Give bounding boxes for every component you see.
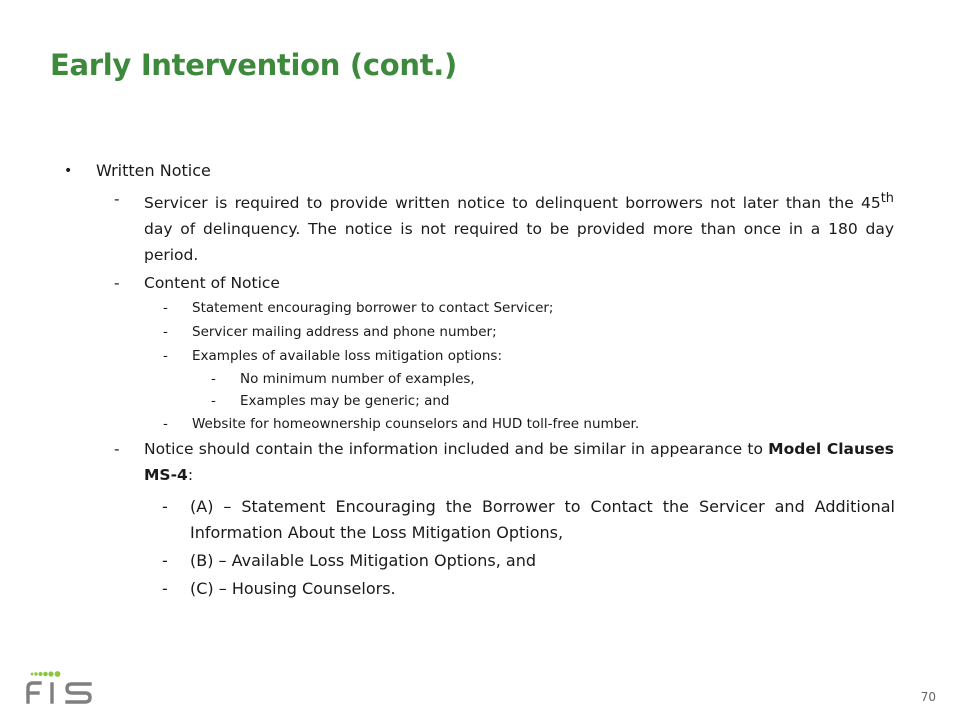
content-of-notice-heading: Content of Notice [144,274,280,293]
bullet-written-notice [60,160,900,182]
dash-marker: - [163,324,168,341]
notice-requirement-text-b: day of delinquency. The notice is not required to be provided more than once in a 180 day period. [144,220,894,265]
content-item-text: Website for homeownership counselors and HUD toll-free number. [192,416,640,433]
model-clauses-text-a: Notice should contain the information included and be similar in appearance to [144,440,769,459]
clause-text: (C) – Housing Counselors. [190,579,396,599]
dash-marker: - [114,440,120,459]
dash-marker: - [114,274,120,293]
model-clauses-reference: Model Clauses MS-4 [144,440,894,485]
content-item [163,320,892,344]
bullet-marker: • [64,163,73,179]
clause-item [162,548,895,574]
content-item-text: Statement encouraging borrower to contact Servicer; [192,300,554,317]
logo-letters [28,683,90,702]
model-clauses-item [114,436,894,488]
fis-logo [24,664,96,708]
clause-text: (A) – Statement Encouraging the Borrower to Contact the Servicer and Additional Information About the Loss Mitigation Options, [190,497,895,543]
content-of-notice-item [114,270,894,296]
ordinal-suffix: th [880,191,894,206]
content-item-text: Servicer mailing address and phone number; [192,324,497,341]
dash-marker: - [211,371,216,388]
dash-marker: - [163,300,168,317]
dash-marker: - [114,190,120,208]
dash-marker: - [163,416,168,433]
content-item [163,412,892,436]
example-subitem-text: No minimum number of examples, [240,371,475,388]
bullet-heading: Written Notice [96,161,211,180]
slide-title: Early Intervention (cont.) [50,48,457,82]
example-subitem [211,368,890,390]
clause-item [162,576,895,602]
dash-marker: - [163,348,168,365]
dash-marker: - [162,551,168,571]
dash-marker: - [162,579,168,599]
content-item [163,296,892,320]
example-subitem [211,390,890,412]
clause-item [162,494,895,546]
model-clauses-text-b: : [187,466,194,485]
notice-requirement-item [114,186,894,268]
logo-dots [31,671,61,677]
clause-text: (B) – Available Loss Mitigation Options, and [190,551,536,571]
example-subitem-text: Examples may be generic; and [240,393,450,410]
content-item [163,344,892,368]
notice-requirement-text-a: Servicer is required to provide written notice to delinquent borrowers not later than the 45 [144,194,881,213]
page-number: 70 [920,690,936,704]
slide-body [60,160,900,602]
content-item-text: Examples of available loss mitigation options: [192,348,502,365]
dash-marker: - [162,497,168,517]
dash-marker: - [211,393,216,410]
